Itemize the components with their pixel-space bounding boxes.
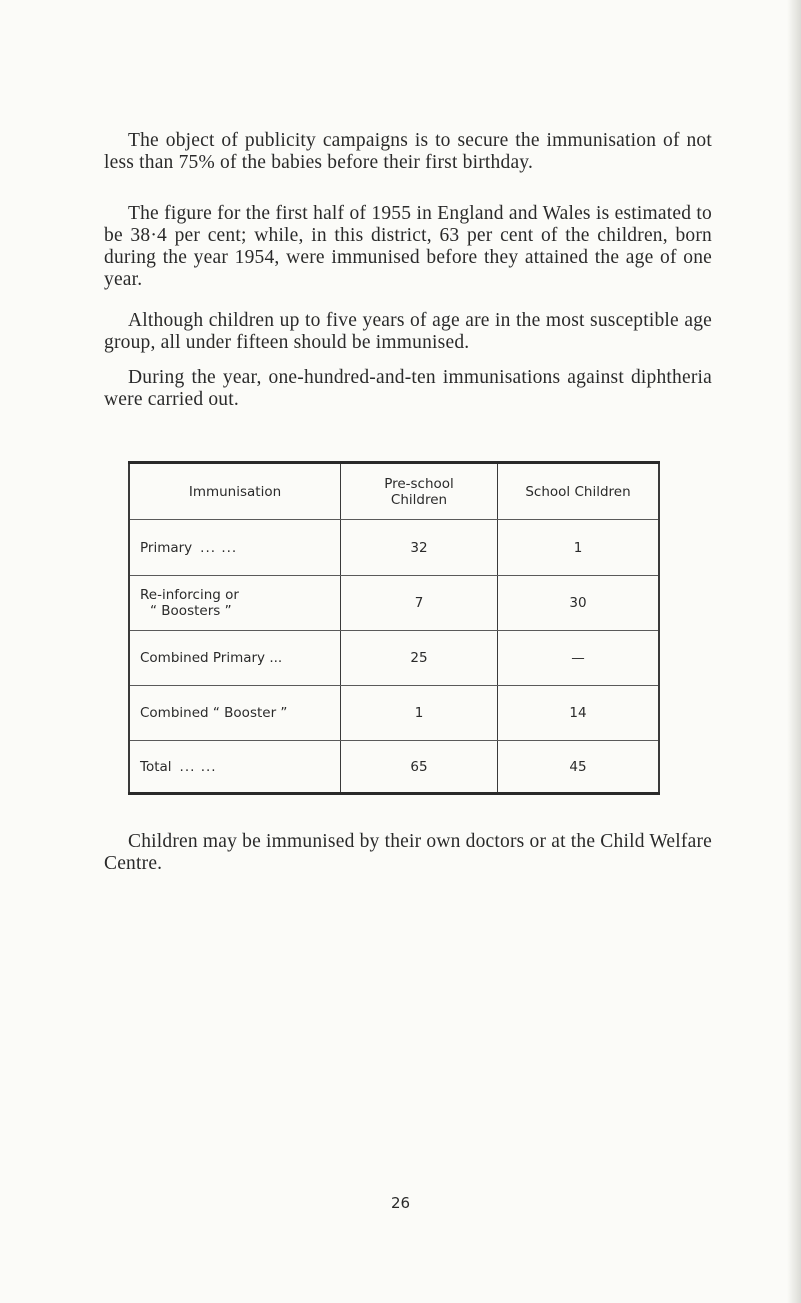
table-header-pre-school (341, 464, 497, 519)
table-cell-pre-school: 25 (410, 650, 428, 666)
table-row-label-total (130, 741, 340, 792)
page-edge-shadow (787, 0, 801, 1303)
table-row-label (130, 576, 340, 630)
row-leader-dots: ... ... (179, 758, 217, 775)
table-cell-pre-school: 1 (414, 705, 424, 721)
table-row-label (130, 686, 340, 740)
table-row-label (130, 520, 340, 575)
paragraph-susceptible-age: Although children up to five years of age are in the most susceptible age group, all under fifteen should be immunised. (104, 310, 712, 353)
table-bottom-rule (128, 792, 660, 795)
table-cell-school: 1 (573, 539, 583, 556)
table-right-border (658, 464, 660, 792)
paragraph-figure-1955: The figure for the first half of 1955 in England and Wales is estimated to be 38·4 per cent; while, in this district, 63 per cent of the children, born during the year 1954, were immunised before they attained the age of one year. (104, 203, 712, 290)
row-label-text: Combined “ Booster ” (140, 705, 288, 721)
table-cell-school-total: 45 (569, 758, 587, 775)
header-label-line1: Pre-school (384, 475, 454, 492)
row-label-text: Total (140, 758, 172, 775)
table-cell-pre-school: 7 (414, 595, 424, 611)
header-label: Immunisation (188, 483, 282, 500)
paragraph-where-immunised: Children may be immunised by their own doctors or at the Child Welfare Centre. (104, 831, 712, 874)
table-row-label (130, 631, 340, 685)
table-cell-pre-school: 32 (410, 539, 428, 556)
table-cell-school: 14 (569, 705, 587, 721)
table-header-immunisation (130, 464, 340, 519)
row-leader-dots: ... ... (200, 539, 238, 556)
row-label-text: Primary (140, 539, 193, 556)
header-label: School Children (525, 483, 631, 500)
table-cell-school: — (571, 650, 585, 666)
row-label-line1: Re-inforcing or (140, 587, 239, 603)
row-label-line2: “ Boosters ” (150, 603, 232, 619)
page-number: 26 (390, 1194, 411, 1212)
immunisation-table (128, 461, 660, 795)
table-cell-school: 30 (569, 595, 587, 611)
table-header-school (498, 464, 658, 519)
row-label-text: Combined Primary ... (140, 650, 283, 666)
paragraph-immunisations-carried-out: During the year, one-hundred-and-ten immunisations against diphtheria were carried out. (104, 367, 712, 410)
paragraph-publicity-campaigns: The object of publicity campaigns is to secure the immunisation of not less than 75% of the babies before their first birthday. (104, 130, 712, 173)
table-cell-pre-school-total: 65 (410, 758, 428, 775)
header-label-line2: Children (390, 491, 448, 508)
